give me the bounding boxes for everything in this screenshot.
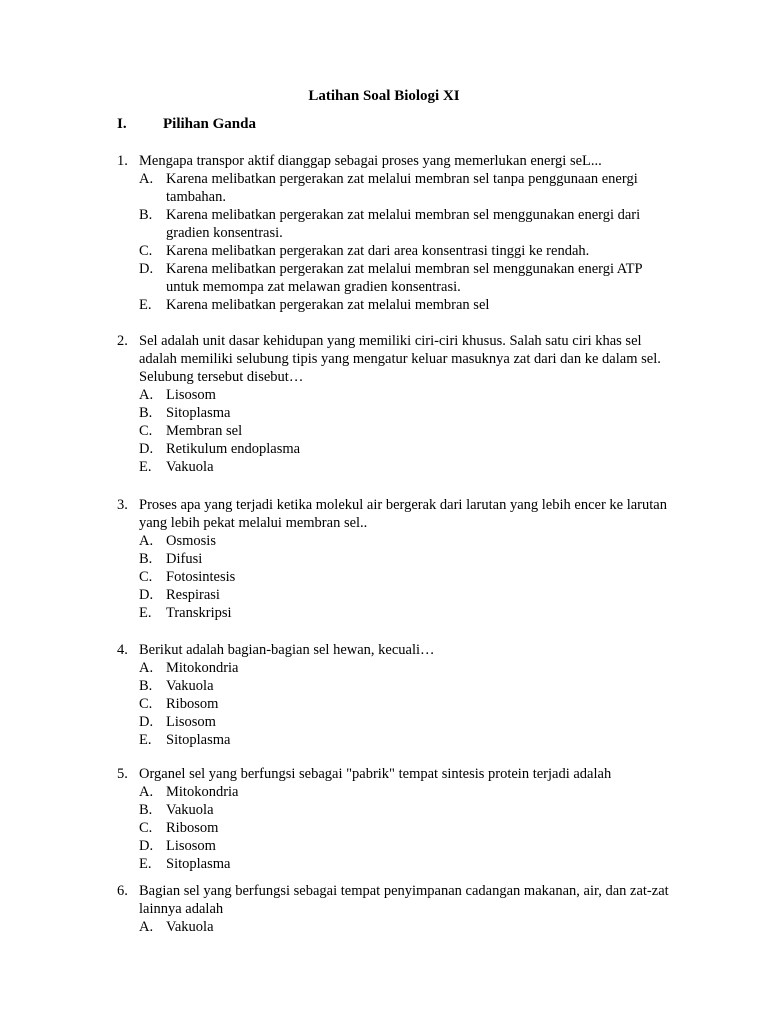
- option-text: Lisosom: [166, 838, 216, 854]
- question-item: [117, 882, 677, 936]
- option-letter: A.: [139, 919, 154, 935]
- option-text: Karena melibatkan pergerakan zat melalui membran sel menggunakan energi dari gradien konsentrasi.: [166, 207, 641, 241]
- answer-option: [117, 604, 677, 622]
- answer-option: [117, 206, 677, 242]
- answer-option: [117, 260, 677, 296]
- option-text: Lisosom: [166, 387, 216, 403]
- option-letter: C.: [139, 423, 153, 439]
- answer-option: [117, 242, 677, 260]
- option-text: Vakuola: [166, 802, 214, 818]
- question-text: Bagian sel yang berfungsi sebagai tempat penyimpanan cadangan makanan, air, dan zat-zat lainnya adalah: [139, 883, 669, 917]
- option-text: Osmosis: [166, 533, 216, 549]
- option-list: [117, 386, 677, 476]
- option-letter: C.: [139, 820, 153, 836]
- option-letter: D.: [139, 261, 154, 277]
- option-text: Sitoplasma: [166, 405, 231, 421]
- option-text: Vakuola: [166, 459, 214, 475]
- question-item: [117, 641, 677, 749]
- option-letter: A.: [139, 533, 154, 549]
- section-label: Pilihan Ganda: [163, 116, 256, 132]
- question-text: Sel adalah unit dasar kehidupan yang memiliki ciri-ciri khusus. Salah satu ciri khas sel adalah memiliki selubung tipis yang mengatur keluar masuknya zat dari dan ke dalam sel. Selubung tersebut disebut…: [139, 333, 661, 385]
- option-text: Membran sel: [166, 423, 243, 439]
- answer-option: [117, 819, 677, 837]
- question-number: 1.: [117, 153, 128, 169]
- answer-option: [117, 855, 677, 873]
- option-text: Sitoplasma: [166, 732, 231, 748]
- answer-option: [117, 568, 677, 586]
- option-letter: C.: [139, 696, 153, 712]
- option-text: Karena melibatkan pergerakan zat melalui membran sel menggunakan energi ATP untuk memompa zat melawan gradien konsentrasi.: [166, 261, 643, 295]
- option-text: Karena melibatkan pergerakan zat melalui membran sel tanpa penggunaan energi tambahan.: [166, 171, 638, 205]
- option-text: Ribosom: [166, 696, 219, 712]
- option-text: Sitoplasma: [166, 856, 231, 872]
- question-item: [117, 765, 677, 873]
- document-title: Latihan Soal Biologi XI: [308, 88, 460, 104]
- option-letter: D.: [139, 714, 154, 730]
- option-text: Respirasi: [166, 587, 220, 603]
- answer-option: [117, 918, 677, 936]
- option-letter: E.: [139, 459, 152, 475]
- option-list: [117, 170, 677, 314]
- question-text: Berikut adalah bagian-bagian sel hewan, kecuali…: [139, 642, 435, 658]
- option-text: Mitokondria: [166, 660, 239, 676]
- answer-option: [117, 731, 677, 749]
- option-text: Vakuola: [166, 919, 214, 935]
- option-letter: E.: [139, 605, 152, 621]
- section-number: I.: [117, 116, 127, 132]
- option-letter: B.: [139, 207, 153, 223]
- answer-option: [117, 695, 677, 713]
- option-letter: E.: [139, 856, 152, 872]
- option-text: Vakuola: [166, 678, 214, 694]
- option-letter: D.: [139, 838, 154, 854]
- answer-option: [117, 440, 677, 458]
- answer-option: [117, 296, 677, 314]
- option-list: [117, 783, 677, 873]
- question-text: Organel sel yang berfungsi sebagai "pabrik" tempat sintesis protein terjadi adalah: [139, 766, 612, 782]
- option-letter: E.: [139, 732, 152, 748]
- question-number: 2.: [117, 333, 128, 349]
- option-letter: B.: [139, 802, 153, 818]
- answer-option: [117, 404, 677, 422]
- question-item: [117, 496, 677, 622]
- question-text: Mengapa transpor aktif dianggap sebagai proses yang memerlukan energi seL...: [139, 153, 602, 169]
- option-letter: B.: [139, 678, 153, 694]
- option-letter: B.: [139, 551, 153, 567]
- option-letter: A.: [139, 171, 154, 187]
- option-letter: C.: [139, 243, 153, 259]
- answer-option: [117, 386, 677, 404]
- question-item: [117, 152, 677, 314]
- option-text: Karena melibatkan pergerakan zat dari area konsentrasi tinggi ke rendah.: [166, 243, 590, 259]
- option-text: Retikulum endoplasma: [166, 441, 301, 457]
- option-list: [117, 659, 677, 749]
- question-number: 6.: [117, 883, 128, 899]
- option-text: Lisosom: [166, 714, 216, 730]
- answer-option: [117, 713, 677, 731]
- option-letter: A.: [139, 784, 154, 800]
- answer-option: [117, 550, 677, 568]
- option-letter: A.: [139, 387, 154, 403]
- answer-option: [117, 659, 677, 677]
- option-text: Fotosintesis: [166, 569, 236, 585]
- section-heading: [117, 116, 256, 133]
- answer-option: [117, 801, 677, 819]
- answer-option: [117, 458, 677, 476]
- question-number: 4.: [117, 642, 128, 658]
- answer-option: [117, 783, 677, 801]
- option-letter: E.: [139, 297, 152, 313]
- option-letter: B.: [139, 405, 153, 421]
- answer-option: [117, 422, 677, 440]
- answer-option: [117, 677, 677, 695]
- option-list: [117, 532, 677, 622]
- option-letter: D.: [139, 587, 154, 603]
- option-letter: C.: [139, 569, 153, 585]
- answer-option: [117, 586, 677, 604]
- option-letter: A.: [139, 660, 154, 676]
- question-number: 3.: [117, 497, 128, 513]
- question-item: [117, 332, 677, 476]
- question-number: 5.: [117, 766, 128, 782]
- option-text: Karena melibatkan pergerakan zat melalui membran sel: [166, 297, 490, 313]
- answer-option: [117, 532, 677, 550]
- answer-option: [117, 837, 677, 855]
- option-text: Ribosom: [166, 820, 219, 836]
- option-text: Mitokondria: [166, 784, 239, 800]
- option-text: Transkripsi: [166, 605, 232, 621]
- question-text: Proses apa yang terjadi ketika molekul air bergerak dari larutan yang lebih encer ke larutan yang lebih pekat melalui membran sel..: [139, 497, 667, 531]
- option-list: [117, 918, 677, 936]
- option-text: Difusi: [166, 551, 203, 567]
- option-letter: D.: [139, 441, 154, 457]
- answer-option: [117, 170, 677, 206]
